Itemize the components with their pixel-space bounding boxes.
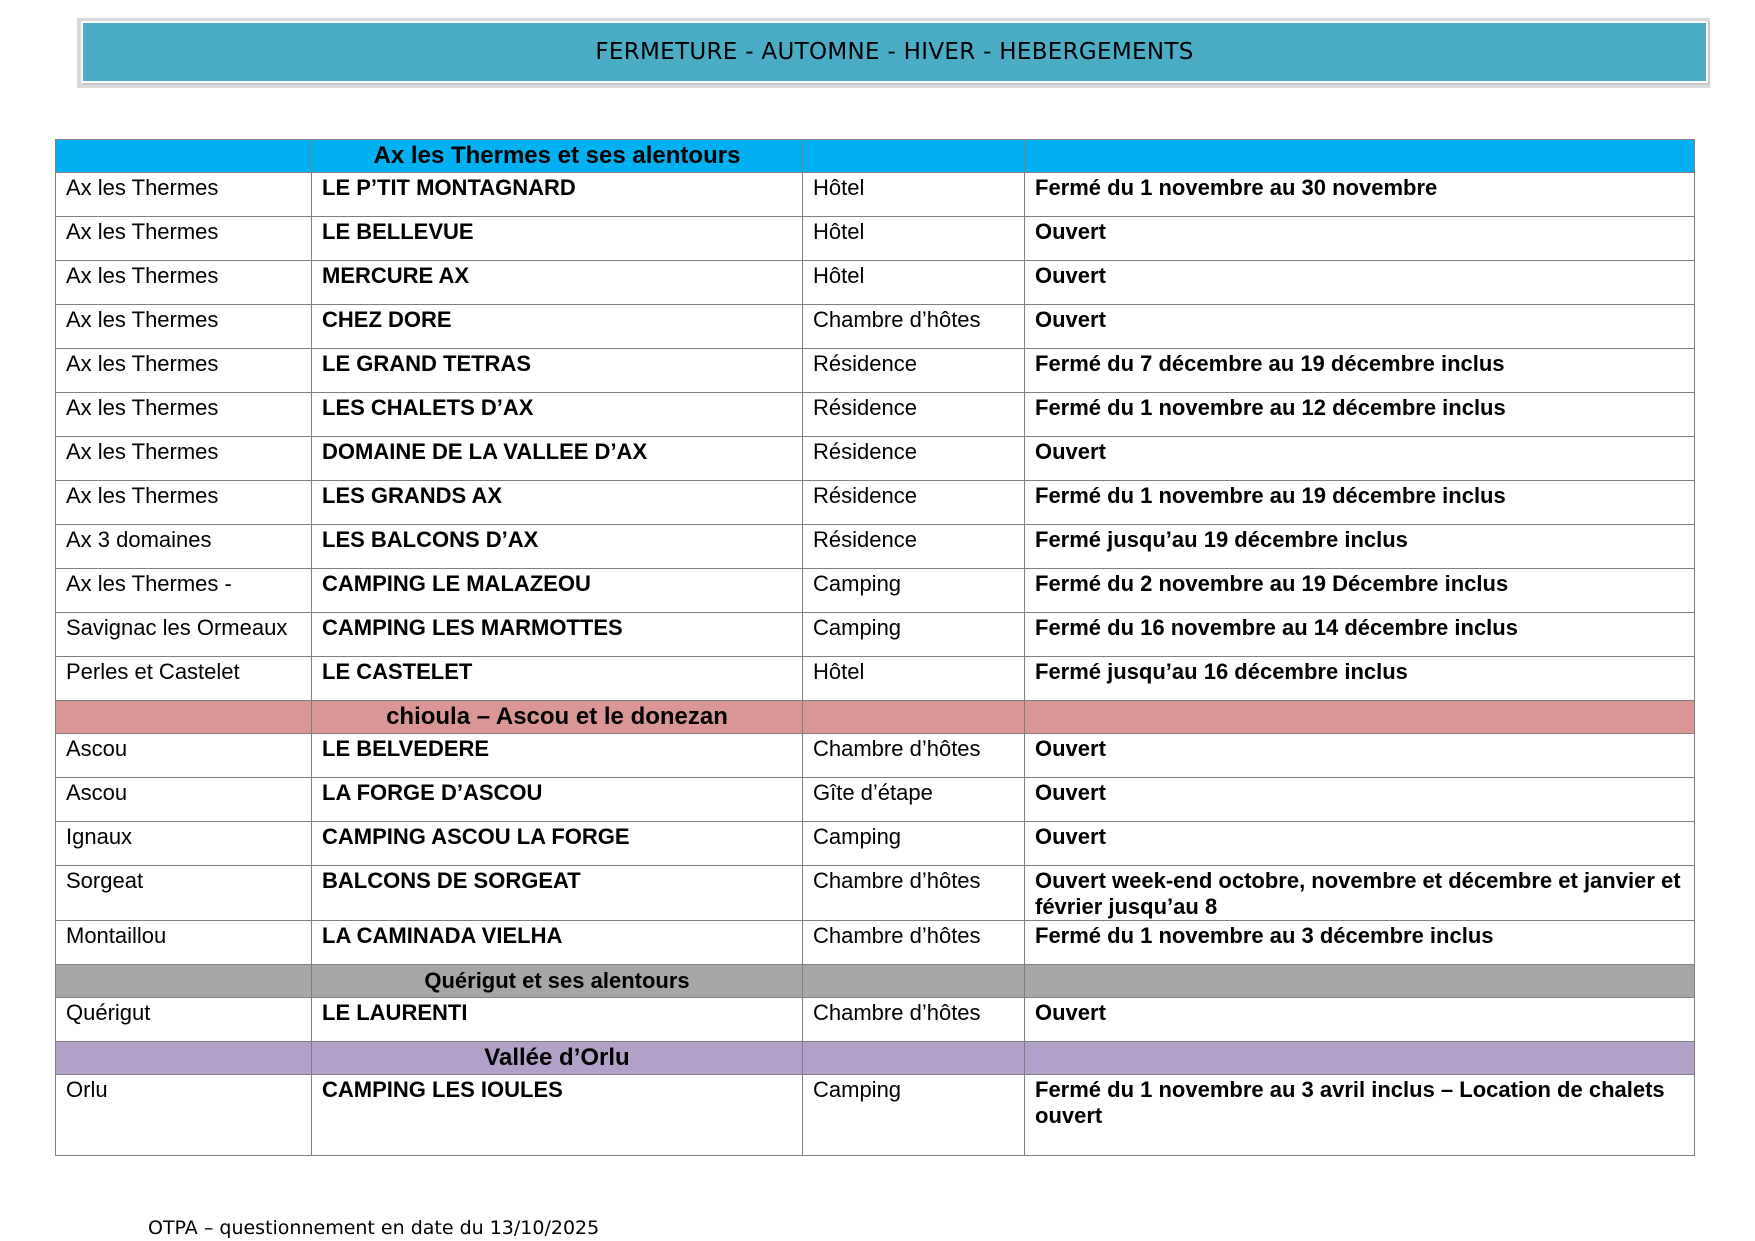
establishment-cell: LE GRAND TETRAS [312,349,803,393]
type-cell: Chambre d’hôtes [803,921,1025,965]
status-cell: Fermé du 1 novembre au 12 décembre inclus [1025,393,1695,437]
table-row [56,998,1695,1042]
establishment-cell: CAMPING LES IOULES [312,1075,803,1156]
establishment-cell: CAMPING ASCOU LA FORGE [312,822,803,866]
table-row [56,305,1695,349]
table-row [56,261,1695,305]
type-cell: Résidence [803,393,1025,437]
section-header-chioula [56,701,1695,734]
section-header-ax [56,140,1695,173]
type-cell: Hôtel [803,173,1025,217]
establishment-cell: BALCONS DE SORGEAT [312,866,803,921]
type-cell: Résidence [803,437,1025,481]
table-row [56,822,1695,866]
section-title: chioula – Ascou et le donezan [312,701,803,734]
status-cell: Ouvert [1025,778,1695,822]
type-cell: Chambre d’hôtes [803,305,1025,349]
status-cell: Ouvert [1025,734,1695,778]
status-cell: Ouvert [1025,822,1695,866]
commune-cell: Ax les Thermes - [56,569,312,613]
establishment-cell: LE BELVEDERE [312,734,803,778]
status-cell: Fermé du 7 décembre au 19 décembre inclus [1025,349,1695,393]
accommodation-table [55,139,1695,1156]
establishment-cell: LE CASTELET [312,657,803,701]
table-row [56,217,1695,261]
status-cell: Ouvert [1025,437,1695,481]
type-cell: Chambre d’hôtes [803,866,1025,921]
commune-cell: Sorgeat [56,866,312,921]
establishment-cell: LA CAMINADA VIELHA [312,921,803,965]
commune-cell: Ax 3 domaines [56,525,312,569]
table-row [56,393,1695,437]
table-row [56,778,1695,822]
type-cell: Chambre d’hôtes [803,998,1025,1042]
commune-cell: Ascou [56,778,312,822]
status-cell: Fermé jusqu’au 19 décembre inclus [1025,525,1695,569]
table-row [56,866,1695,921]
type-cell: Résidence [803,481,1025,525]
commune-cell: Ascou [56,734,312,778]
table-row [56,481,1695,525]
establishment-cell: CAMPING LE MALAZEOU [312,569,803,613]
type-cell: Résidence [803,525,1025,569]
status-cell: Ouvert week-end octobre, novembre et décembre et janvier et février jusqu’au 8 [1025,866,1695,921]
commune-cell: Ax les Thermes [56,173,312,217]
commune-cell: Quérigut [56,998,312,1042]
commune-cell: Ax les Thermes [56,393,312,437]
status-cell: Fermé du 1 novembre au 3 avril inclus – Location de chalets ouvert [1025,1075,1695,1156]
table-row [56,657,1695,701]
section-title: Vallée d’Orlu [312,1042,803,1075]
type-cell: Camping [803,822,1025,866]
status-cell: Ouvert [1025,998,1695,1042]
establishment-cell: LES BALCONS D’AX [312,525,803,569]
type-cell: Hôtel [803,261,1025,305]
footer-note: OTPA – questionnement en date du 13/10/2025 [148,1217,600,1239]
table-row [56,1075,1695,1156]
page-title: FERMETURE - AUTOMNE - HIVER - HEBERGEMENTS [81,21,1708,83]
section-title: Ax les Thermes et ses alentours [312,140,803,173]
table-row [56,173,1695,217]
table-row [56,569,1695,613]
establishment-cell: LE P’TIT MONTAGNARD [312,173,803,217]
status-cell: Fermé du 1 novembre au 19 décembre inclus [1025,481,1695,525]
table-row [56,349,1695,393]
table-row [56,921,1695,965]
status-cell: Fermé jusqu’au 16 décembre inclus [1025,657,1695,701]
establishment-cell: LE LAURENTI [312,998,803,1042]
status-cell: Ouvert [1025,305,1695,349]
type-cell: Chambre d’hôtes [803,734,1025,778]
establishment-cell: LES CHALETS D’AX [312,393,803,437]
status-cell: Fermé du 1 novembre au 3 décembre inclus [1025,921,1695,965]
status-cell: Ouvert [1025,261,1695,305]
section-header-orlu [56,1042,1695,1075]
establishment-cell: LE BELLEVUE [312,217,803,261]
status-cell: Fermé du 16 novembre au 14 décembre inclus [1025,613,1695,657]
section-title: Quérigut et ses alentours [312,965,803,998]
commune-cell: Ax les Thermes [56,437,312,481]
table-row [56,613,1695,657]
type-cell: Hôtel [803,217,1025,261]
establishment-cell: LA FORGE D’ASCOU [312,778,803,822]
table-row [56,437,1695,481]
commune-cell: Orlu [56,1075,312,1156]
status-cell: Ouvert [1025,217,1695,261]
table-row [56,734,1695,778]
type-cell: Camping [803,613,1025,657]
table-row [56,525,1695,569]
commune-cell: Ax les Thermes [56,305,312,349]
status-cell: Fermé du 2 novembre au 19 Décembre inclus [1025,569,1695,613]
commune-cell: Montaillou [56,921,312,965]
establishment-cell: LES GRANDS AX [312,481,803,525]
commune-cell: Ax les Thermes [56,349,312,393]
type-cell: Camping [803,569,1025,613]
section-header-querigut [56,965,1695,998]
establishment-cell: DOMAINE DE LA VALLEE D’AX [312,437,803,481]
establishment-cell: MERCURE AX [312,261,803,305]
commune-cell: Ax les Thermes [56,261,312,305]
commune-cell: Savignac les Ormeaux [56,613,312,657]
type-cell: Hôtel [803,657,1025,701]
establishment-cell: CHEZ DORE [312,305,803,349]
type-cell: Résidence [803,349,1025,393]
commune-cell: Ignaux [56,822,312,866]
commune-cell: Perles et Castelet [56,657,312,701]
type-cell: Gîte d’étape [803,778,1025,822]
status-cell: Fermé du 1 novembre au 30 novembre [1025,173,1695,217]
establishment-cell: CAMPING LES MARMOTTES [312,613,803,657]
type-cell: Camping [803,1075,1025,1156]
commune-cell: Ax les Thermes [56,217,312,261]
commune-cell: Ax les Thermes [56,481,312,525]
